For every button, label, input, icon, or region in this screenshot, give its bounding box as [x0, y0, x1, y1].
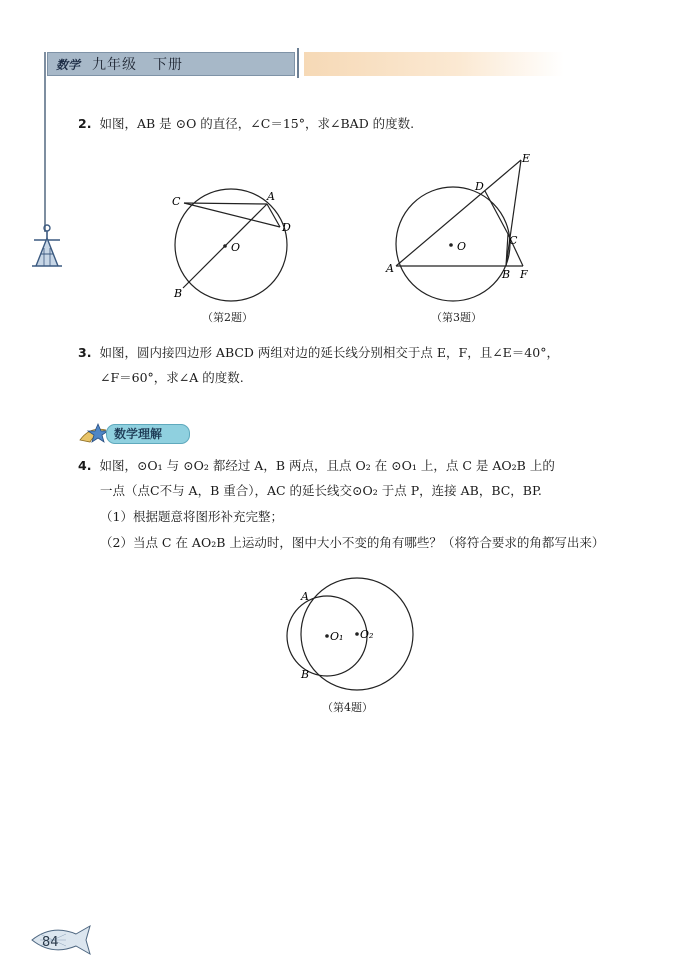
label-O2: O₂ [360, 628, 374, 641]
label-C: C [509, 234, 518, 247]
margin-line [44, 52, 46, 232]
label-D: D [282, 221, 291, 234]
question-number: 3. [78, 345, 92, 360]
label-E: E [522, 152, 531, 165]
question-4-sub2: （2）当点 C 在 AO₂B 上运动时，图中大小不变的角有哪些？（将符合要求的角都写出来） [100, 535, 605, 550]
section-banner [76, 422, 190, 446]
header-title [92, 54, 183, 74]
label-F: F [520, 268, 528, 281]
label-A: A [267, 190, 275, 203]
question-3 [78, 345, 559, 361]
figure-4 [285, 570, 420, 695]
question-text-line1: 如图，⊙O₁ 与 ⊙O₂ 都经过 A，B 两点，且点 O₂ 在 ⊙O₁ 上，点 C 是 AO₂B 上的 [99, 458, 555, 473]
header-bar [47, 52, 295, 76]
label-A: A [301, 590, 309, 603]
question-2 [78, 116, 414, 132]
header-decoration [304, 52, 564, 76]
grade-label: 九年级 [92, 57, 138, 73]
section-title: 数学理解 [114, 427, 163, 441]
subject-logo: 数学 [56, 57, 81, 72]
fish-icon [26, 922, 98, 958]
figure-3-caption: （第3题） [431, 311, 482, 324]
label-B: B [301, 668, 310, 681]
figure-2-caption: （第2题） [202, 311, 253, 324]
question-4 [78, 458, 555, 474]
figure-4-caption: （第4题） [322, 701, 373, 714]
question-4-sub1: （1）根据题意将图形补充完整； [100, 509, 283, 524]
header-divider [297, 48, 299, 78]
label-O1: O₁ [330, 630, 344, 643]
question-4-line2: 一点（点C不与 A，B 重合），AC 的延长线交⊙O₂ 于点 P，连接 AB，BC，BP. [100, 483, 542, 498]
label-A: A [386, 262, 394, 275]
figure-2 [160, 185, 300, 305]
label-D: D [475, 180, 484, 193]
volume-label: 下册 [153, 57, 184, 73]
question-text-line1: 如图，圆内接四边形 ABCD 两组对边的延长线分别相交于点 E，F，且∠E＝40°， [99, 345, 559, 360]
label-O: O [457, 240, 467, 253]
label-B: B [502, 268, 511, 281]
question-text: 如图，AB 是 ⊙O 的直径，∠C＝15°，求∠BAD 的度数. [99, 116, 415, 131]
label-O: O [231, 241, 241, 254]
label-C: C [172, 195, 181, 208]
question-3-line2: ∠F＝60°，求∠A 的度数. [100, 370, 244, 385]
page-number: 84 [42, 935, 59, 950]
question-number: 4. [78, 458, 92, 473]
question-number: 2. [78, 116, 92, 131]
label-B: B [174, 287, 183, 300]
figure-3 [380, 152, 540, 302]
compass-icon [28, 222, 66, 270]
